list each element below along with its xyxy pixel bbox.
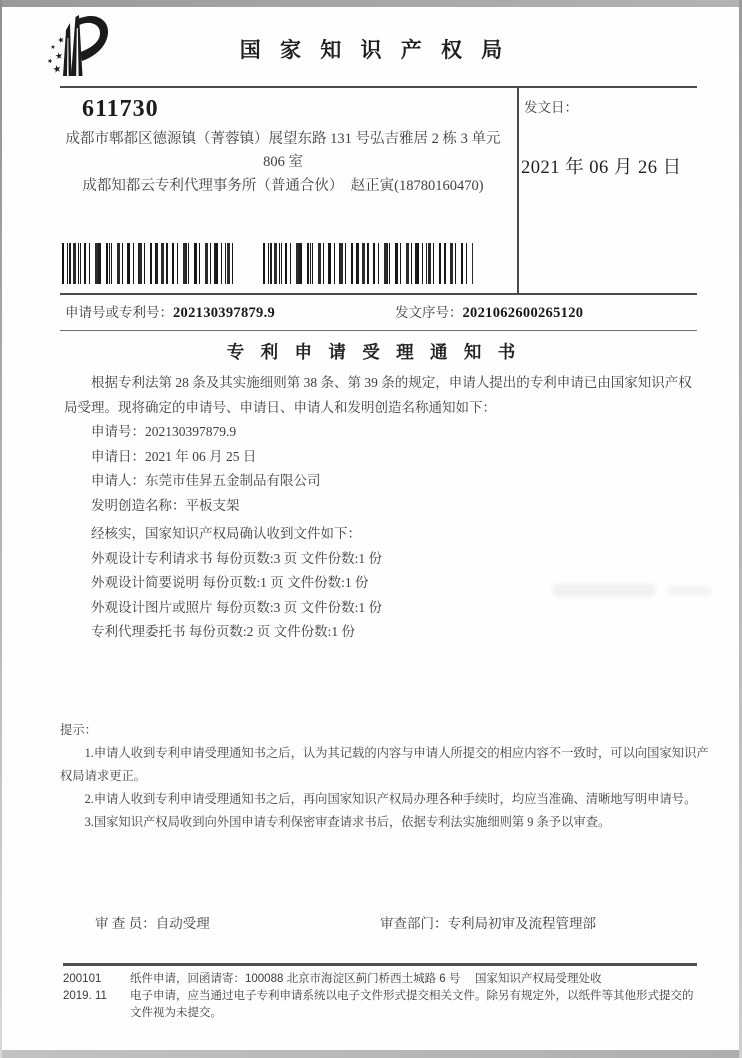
recipient-address-line1: 成都市郫都区德源镇（菁蓉镇）展望东路 131 号弘吉雅居 2 栋 3 单元 xyxy=(65,131,501,147)
dispatch-date-label: 发文日： xyxy=(524,100,578,115)
serial-number-label: 发文序号： xyxy=(395,305,463,320)
serial-number-row xyxy=(395,301,583,322)
field-label: 申请日： xyxy=(91,448,145,464)
document-item: 外观设计图片或照片 每份页数:3 页 文件份数:1 份 xyxy=(91,599,383,615)
footer-rule xyxy=(63,963,697,966)
field-application-number xyxy=(64,420,700,445)
scan-smudge xyxy=(552,584,656,597)
dispatch-date-value: 2021 年 06 月 26 日 xyxy=(521,158,682,178)
document-item: 外观设计专利请求书 每份页数:3 页 文件份数:1 份 xyxy=(91,550,383,566)
info-box-bottom-rule xyxy=(60,293,697,295)
agency-title: 国 家 知 识 产 权 局 xyxy=(239,38,510,62)
application-number-label: 申请号或专利号： xyxy=(65,305,173,320)
field-applicant xyxy=(64,469,700,494)
recipient-agent-line: 成都知都云专利代理事务所（普通合伙） 赵正寅(18780160470) xyxy=(82,178,484,194)
info-box-vertical-divider xyxy=(517,86,519,294)
field-value: 平板支架 xyxy=(185,497,240,513)
department-label: 审查部门： xyxy=(380,916,448,931)
department-row xyxy=(380,912,596,932)
footer-codes xyxy=(63,971,130,1022)
examiner-value: 自动受理 xyxy=(155,916,210,931)
field-value: 东莞市佳昇五金制品有限公司 xyxy=(145,473,321,488)
tips-title: 提示： xyxy=(60,723,97,737)
notice-intro-paragraph: 根据专利法第 28 条及其实施细则第 38 条、第 39 条的规定，申请人提出的专利申请已由国家知识产权局受理。现将确定的申请号、申请日、申请人和发明创造名称通知如下： xyxy=(64,375,692,415)
scan-edge-bottom xyxy=(0,1050,742,1058)
field-application-date xyxy=(64,445,700,470)
tips-section xyxy=(60,719,710,834)
scan-edge-left xyxy=(0,0,2,1058)
footer-code-2: 2019. 11 xyxy=(63,990,107,1002)
field-label: 申请号： xyxy=(91,424,145,439)
application-number-row xyxy=(65,301,275,322)
recipient-postal-code: 611730 xyxy=(82,96,159,122)
notice-title: 专 利 申 请 受 理 通 知 书 xyxy=(226,342,522,362)
footer-text xyxy=(130,971,700,1022)
examiner-label: 审 查 员： xyxy=(95,916,156,931)
recipient-address-line2: 806 室 xyxy=(263,154,303,170)
notice-body xyxy=(64,371,700,645)
document-item: 专利代理委托书 每份页数:2 页 文件份数:1 份 xyxy=(91,624,356,639)
scan-edge-top xyxy=(0,0,742,7)
field-value: 2021 年 06 月 25 日 xyxy=(145,448,257,464)
recipient-address-block xyxy=(62,128,504,198)
mid-rule xyxy=(60,330,697,331)
field-label: 申请人： xyxy=(91,473,145,488)
scan-smudge xyxy=(666,586,712,596)
barcode-2 xyxy=(263,243,473,284)
application-number-value: 202130397879.9 xyxy=(173,305,276,321)
serial-number-value: 2021062600265120 xyxy=(462,305,584,321)
confirm-intro-line: 经核实，国家知识产权局确认收到文件如下： xyxy=(91,526,361,541)
footer-block xyxy=(63,971,700,1022)
field-label: 发明创造名称： xyxy=(91,497,186,513)
examiner-row xyxy=(95,912,210,932)
field-value: 202130397879.9 xyxy=(145,424,237,439)
header-rule xyxy=(60,86,697,88)
footer-line-2: 电子申请，应当通过电子专利申请系统以电子文件形式提交相关文件。除另有规定外，以纸件等其他形式提交的文件视为未提交。 xyxy=(130,990,694,1019)
tip-item: 2.申请人收到专利申请受理通知书之后，再向国家知识产权局办理各种手续时，均应当准确、清晰地写明申请号。 xyxy=(84,792,697,806)
department-value: 专利局初审及流程管理部 xyxy=(447,916,596,931)
barcode-1 xyxy=(62,243,238,284)
document-item: 外观设计简要说明 每份页数:1 页 文件份数:1 份 xyxy=(91,575,369,590)
footer-line-1: 纸件申请，回函请寄：100088 北京市海淀区蓟门桥西土城路 6 号 国家知识产权局受理处收 xyxy=(130,973,602,985)
field-invention-title xyxy=(64,494,700,519)
tip-item: 3.国家知识产权局收到向外国申请专利保密审查请求书后，依据专利法实施细则第 9 条予以审查。 xyxy=(84,815,611,829)
footer-code-1: 200101 xyxy=(63,973,102,985)
tip-item: 1.申请人收到专利申请受理通知书之后，认为其记载的内容与申请人所提交的相应内容不一致时，可以向国家知识产权局请求更正。 xyxy=(60,746,709,783)
